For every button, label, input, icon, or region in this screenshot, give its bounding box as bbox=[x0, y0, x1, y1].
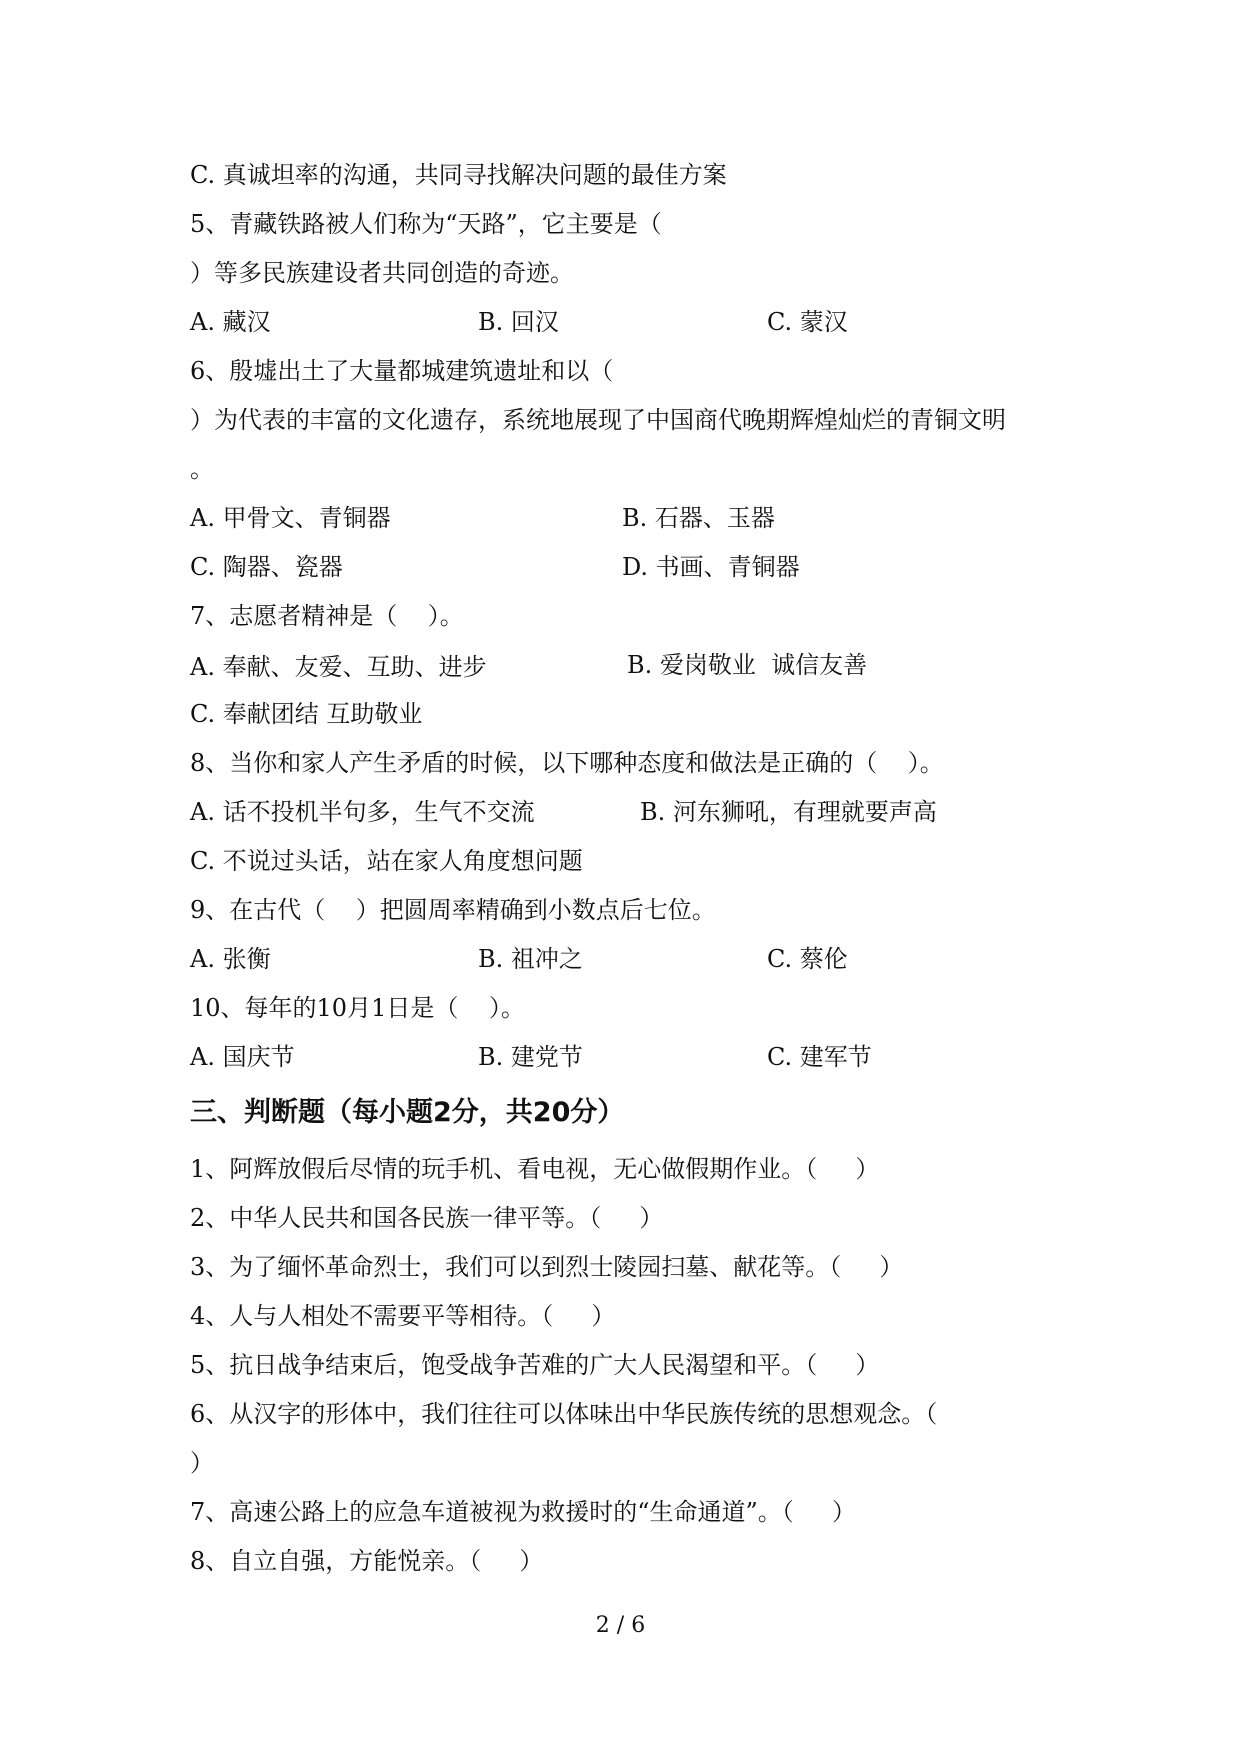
q6-option-b: B. 石器、玉器 bbox=[622, 504, 775, 532]
q4-option-c: C. 真诚坦率的沟通，共同寻找解决问题的最佳方案 bbox=[190, 161, 727, 189]
q7-option-b: B. 爱岗敬业 诚信友善 bbox=[627, 651, 868, 679]
q7-option-a: A. 奉献、友爱、互助、进步 bbox=[190, 653, 487, 681]
judge-item-1: 1、阿辉放假后尽情的玩手机、看电视，无心做假期作业。（ ） bbox=[190, 1155, 880, 1183]
q9-option-c: C. 蔡伦 bbox=[767, 945, 848, 973]
q10-option-a: A. 国庆节 bbox=[190, 1043, 295, 1071]
q5-option-b: B. 回汉 bbox=[478, 308, 559, 336]
judge-item-3: 3、为了缅怀革命烈士，我们可以到烈士陵园扫墓、献花等。（ ） bbox=[190, 1253, 904, 1281]
q9-option-b: B. 祖冲之 bbox=[478, 945, 583, 973]
q8-option-c: C. 不说过头话，站在家人角度想问题 bbox=[190, 847, 583, 875]
q5-option-c: C. 蒙汉 bbox=[767, 308, 848, 336]
q6-option-c: C. 陶器、瓷器 bbox=[190, 553, 343, 581]
judge-item-2: 2、中华人民共和国各民族一律平等。（ ） bbox=[190, 1204, 664, 1232]
q8-option-a: A. 话不投机半句多，生气不交流 bbox=[190, 798, 535, 826]
q8-option-b: B. 河东狮吼，有理就要声高 bbox=[640, 798, 937, 826]
q6-stem-line1: 6、殷墟出土了大量都城建筑遗址和以（ bbox=[190, 357, 614, 385]
q10-stem: 10、每年的10月1日是（ ）。 bbox=[190, 994, 525, 1022]
q7-stem: 7、志愿者精神是（ ）。 bbox=[190, 602, 464, 630]
q6-stem-line2: ）为代表的丰富的文化遗存，系统地展现了中国商代晚期辉煌灿烂的青铜文明 bbox=[190, 406, 1006, 434]
q10-option-c: C. 建军节 bbox=[767, 1043, 872, 1071]
judge-item-5: 5、抗日战争结束后，饱受战争苦难的广大人民渴望和平。（ ） bbox=[190, 1351, 880, 1379]
q8-stem: 8、当你和家人产生矛盾的时候，以下哪种态度和做法是正确的（ ）。 bbox=[190, 749, 944, 777]
q10-option-b: B. 建党节 bbox=[478, 1043, 583, 1071]
q6-stem-line3: 。 bbox=[190, 455, 214, 483]
page-number: 2 / 6 bbox=[595, 1613, 646, 1638]
judge-item-6: 6、从汉字的形体中，我们往往可以体味出中华民族传统的思想观念。（ bbox=[190, 1400, 938, 1428]
q5-stem-line2: ）等多民族建设者共同创造的奇迹。 bbox=[190, 259, 574, 287]
judge-item-4: 4、人与人相处不需要平等相待。（ ） bbox=[190, 1302, 616, 1330]
q6-option-d: D. 书画、青铜器 bbox=[622, 553, 800, 581]
q7-option-c: C. 奉献团结 互助敬业 bbox=[190, 700, 423, 728]
q5-option-a: A. 藏汉 bbox=[190, 308, 271, 336]
section-heading: 三、判断题（每小题2分，共20分） bbox=[190, 1097, 625, 1128]
judge-item-6-cont: ） bbox=[190, 1449, 214, 1477]
judge-item-8: 8、自立自强，方能悦亲。（ ） bbox=[190, 1547, 544, 1575]
q5-stem-line1: 5、青藏铁路被人们称为“天路”，它主要是（ bbox=[190, 210, 662, 238]
judge-item-7: 7、高速公路上的应急车道被视为救援时的“生命通道”。（ ） bbox=[190, 1498, 856, 1526]
q6-option-a: A. 甲骨文、青铜器 bbox=[190, 504, 391, 532]
q9-stem: 9、在古代（ ）把圆周率精确到小数点后七位。 bbox=[190, 896, 716, 924]
q9-option-a: A. 张衡 bbox=[190, 945, 271, 973]
